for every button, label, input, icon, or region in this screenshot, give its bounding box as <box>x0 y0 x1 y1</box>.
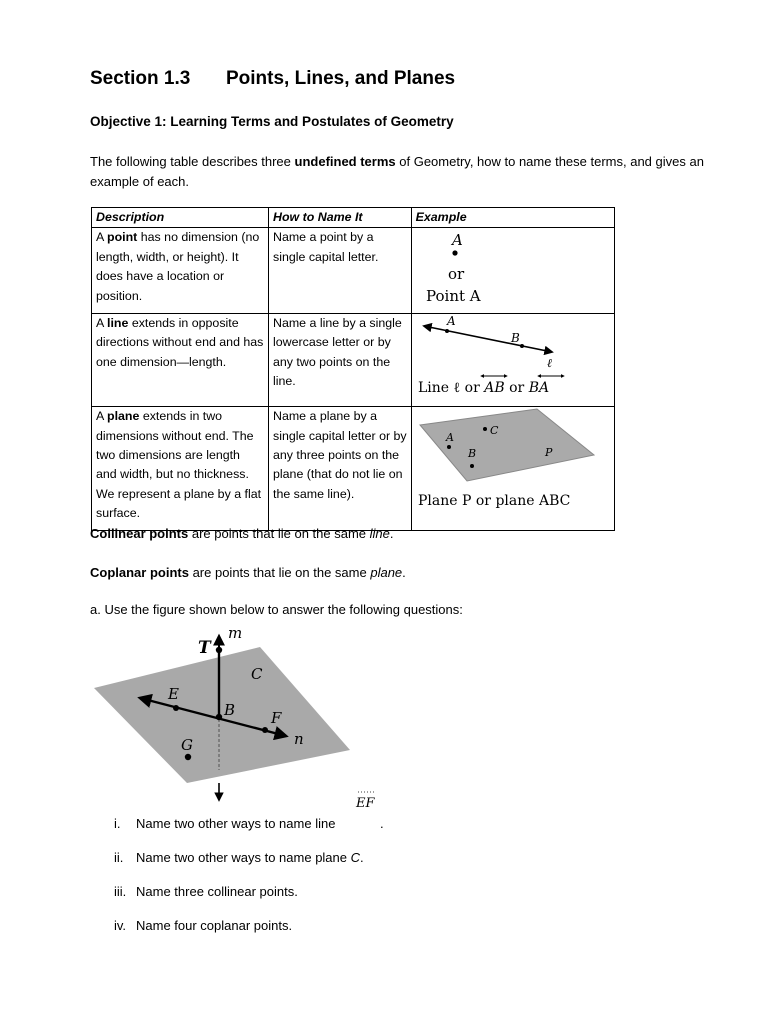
undefined-terms-table <box>91 207 615 531</box>
point-f <box>262 727 268 733</box>
term-plane: plane <box>107 409 140 424</box>
plane-shape <box>420 409 594 481</box>
label-m: m <box>228 624 243 642</box>
column-header: Example <box>411 208 614 228</box>
plane-c-shape <box>94 647 350 783</box>
description-cell: A line extends in opposite directions without end and has one dimension—length. <box>92 313 269 406</box>
column-header: Description <box>92 208 269 228</box>
label-n: n <box>294 730 304 748</box>
line-label-a: A <box>446 313 456 328</box>
label-e: E <box>168 685 179 703</box>
table-row <box>92 313 615 406</box>
table-header-row <box>92 208 615 228</box>
label-c: C <box>251 665 263 683</box>
label-b: B <box>224 701 236 719</box>
intro-text-end: of Geometry, how to name these terms, and gives an example of each. <box>90 154 704 189</box>
line-point-a <box>445 329 449 333</box>
point-b <box>216 714 222 720</box>
intro-text: The following table describes three <box>90 154 295 169</box>
plane-label-b: B <box>467 447 476 461</box>
question-i: i. Name two other ways to name line <box>114 816 336 831</box>
coplanar-term: Coplanar points <box>90 565 189 580</box>
example-cell <box>411 407 614 530</box>
or-label: or <box>447 265 464 284</box>
line-label-b: B <box>510 330 520 345</box>
description-cell: A plane extends in two dimensions without end. The two dimensions are length and width, but no thickness. We represent a plane by a flat surface. <box>92 407 269 530</box>
point-dot <box>452 251 457 256</box>
intro-bold-term: undefined terms <box>294 154 396 169</box>
section-number: Section 1.3 <box>90 68 191 89</box>
question-iii: iii. Name three collinear points. <box>114 884 298 899</box>
plane-line-figure <box>80 620 360 810</box>
term-point: point <box>107 230 138 245</box>
column-header: How to Name It <box>269 208 412 228</box>
plane-label-a: A <box>445 431 454 445</box>
point-g <box>185 754 191 760</box>
line-caption: Line ℓ or AB or BA <box>417 379 549 396</box>
question-a: a. Use the figure shown below to answer the following questions: <box>90 602 463 617</box>
line-point-b <box>520 344 524 348</box>
plane-point-a <box>447 445 451 449</box>
question-iv: iv. Name four coplanar points. <box>114 918 293 933</box>
table-row <box>92 228 615 313</box>
plane-point-b <box>470 464 474 468</box>
description-cell: A point has no dimension (no length, width, or height). It does have a location or position. <box>92 228 269 313</box>
label-f: F <box>271 709 282 727</box>
plane-caption: Plane P or plane ABC <box>417 493 570 510</box>
label-g: G <box>181 736 193 754</box>
line-figure <box>424 326 552 352</box>
point-caption: Point A <box>425 287 481 306</box>
point-e <box>173 705 179 711</box>
plane-label-c: C <box>489 424 499 438</box>
example-cell <box>411 313 614 406</box>
point-label-a: A <box>451 231 463 250</box>
how-to-name-cell: Name a line by a single lowercase letter or by any two points on the line. <box>269 313 412 406</box>
question-i-period: . <box>380 816 384 831</box>
line-ef-reference: EF <box>356 788 378 811</box>
point-t <box>216 647 222 653</box>
how-to-name-cell: Name a point by a single capital letter. <box>269 228 412 313</box>
coplanar-definition: Coplanar points are points that lie on the same plane. <box>90 565 406 580</box>
plane-example-figure <box>412 407 612 523</box>
line-example-figure <box>412 314 612 400</box>
collinear-term: Collinear points <box>90 526 189 541</box>
intro-paragraph <box>90 152 710 191</box>
example-cell <box>411 228 614 313</box>
plane-label-p: P <box>544 446 553 460</box>
point-example-figure <box>412 228 612 306</box>
question-ii: ii. Name two other ways to name plane C. <box>114 850 364 865</box>
line-ef-overbar <box>356 788 378 796</box>
page-title <box>90 68 455 90</box>
collinear-definition: Collinear points are points that lie on the same line. <box>90 526 394 541</box>
plane-point-c <box>483 427 487 431</box>
section-title: Points, Lines, and Planes <box>226 68 456 89</box>
objective-heading: Objective 1: Learning Terms and Postulates of Geometry <box>90 114 454 129</box>
line-label-l: ℓ <box>546 355 552 370</box>
table-row <box>92 407 615 530</box>
how-to-name-cell: Name a plane by a single capital letter or by any three points on the plane (that do not lie on the same line). <box>269 407 412 530</box>
term-line: line <box>107 315 129 330</box>
label-t: T <box>198 638 211 658</box>
